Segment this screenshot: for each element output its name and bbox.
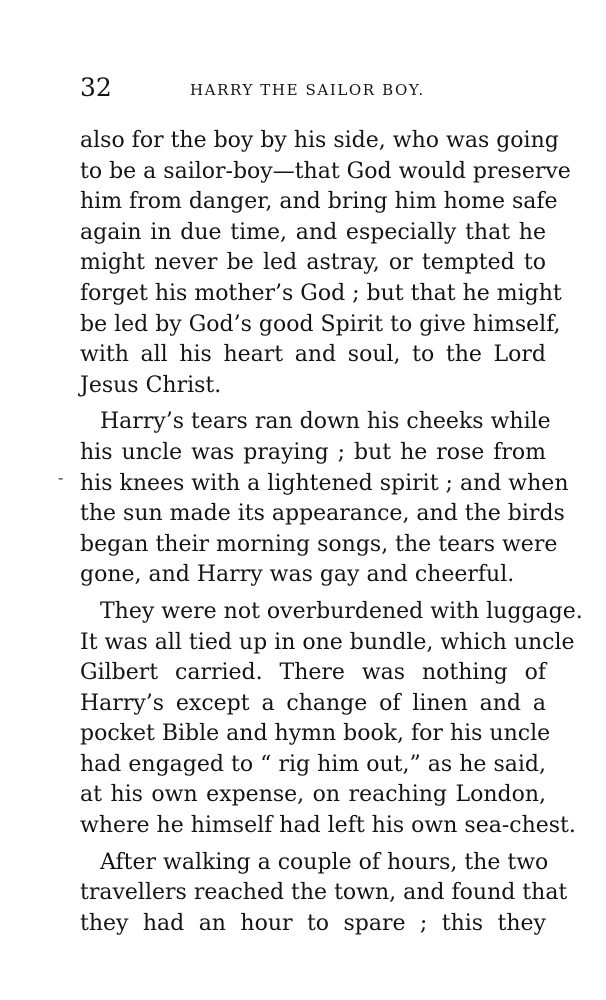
text-line: Gilbert carried. There was nothing of bbox=[80, 660, 546, 686]
paragraph bbox=[80, 597, 583, 842]
page-header bbox=[80, 72, 544, 104]
text-line: also for the boy by his side, who was going bbox=[80, 128, 559, 153]
text-line: might never be led astray, or tempted to bbox=[80, 250, 546, 276]
text-line: to be a sailor-boy—that God would preserve bbox=[80, 158, 571, 184]
text-line: again in due time, and especially that he bbox=[80, 219, 546, 245]
text-line: with all his heart and soul, to the Lord bbox=[80, 342, 546, 368]
margin-mark: - bbox=[58, 468, 64, 487]
text-line: pocket Bible and hymn book, for his uncle bbox=[80, 721, 551, 747]
text-line: travellers reached the town, and found that bbox=[80, 880, 568, 906]
body-text bbox=[80, 126, 583, 939]
text-line: him from danger, and bring him home safe bbox=[80, 189, 558, 215]
text-line: at his own expense, on reaching London, bbox=[80, 782, 546, 808]
text-line: his uncle was praying ; but he rose from bbox=[80, 439, 546, 465]
text-line: be led by God’s good Spirit to give himself, bbox=[80, 311, 561, 337]
text-line: they had an hour to spare ; this they bbox=[80, 910, 546, 936]
text-line: the sun made its appearance, and the birds bbox=[80, 501, 565, 527]
text-line: Harry’s tears ran down his cheeks while bbox=[100, 409, 551, 435]
text-line: It was all tied up in one bundle, which uncle bbox=[80, 629, 575, 655]
text-line: where he himself had left his own sea-chest. bbox=[80, 813, 576, 839]
running-title: HARRY THE SAILOR BOY. bbox=[190, 81, 425, 99]
page-number: 32 bbox=[80, 73, 112, 102]
text-line: had engaged to “ rig him out,” as he said, bbox=[80, 751, 546, 777]
paragraph bbox=[80, 126, 571, 401]
text-line: his knees with a lightened spirit ; and when bbox=[80, 470, 569, 496]
paragraph bbox=[80, 848, 568, 940]
paragraph bbox=[80, 407, 569, 591]
text-line: They were not overburdened with luggage. bbox=[100, 598, 583, 624]
text-line: began their morning songs, the tears were bbox=[80, 531, 558, 557]
text-line: forget his mother’s God ; but that he might bbox=[80, 280, 562, 306]
text-line: Harry’s except a change of linen and a bbox=[80, 690, 546, 716]
text-line: Jesus Christ. bbox=[80, 372, 222, 398]
text-line: gone, and Harry was gay and cheerful. bbox=[80, 562, 515, 588]
text-line: After walking a couple of hours, the two bbox=[100, 849, 549, 875]
